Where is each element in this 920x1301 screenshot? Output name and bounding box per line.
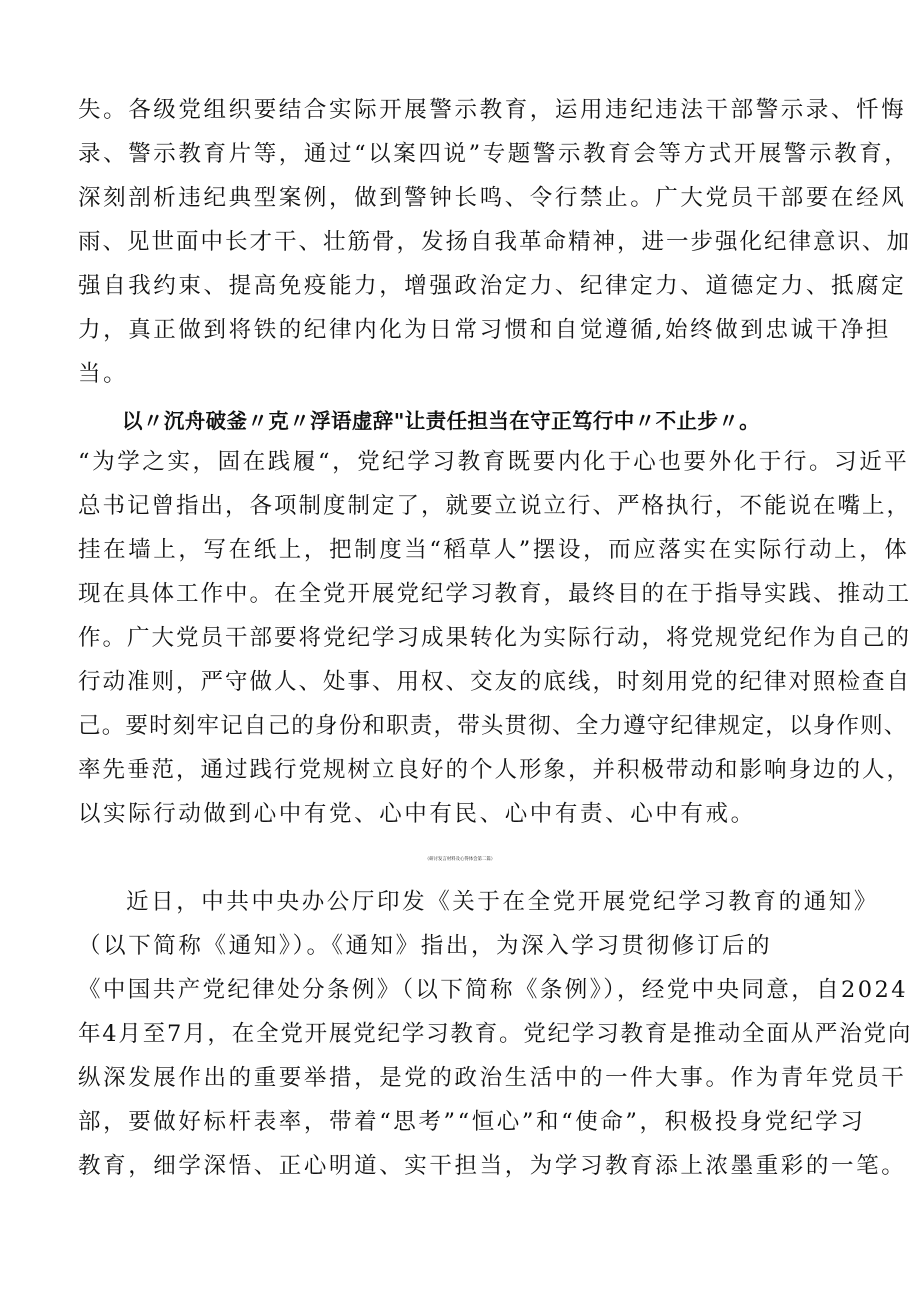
paragraph-line: 部，要做好标杆表率，带着“思考”“恒心”和“使命”，积极投身党纪学习 <box>78 1109 866 1135</box>
paragraph-line: 率先垂范，通过践行党规树立良好的个人形象，并积极带动和影响身边的人， <box>78 757 912 783</box>
paragraph-line: 当。 <box>78 361 129 387</box>
paragraph-line: 行动准则，严守做人、处事、用权、交友的底线，时刻用党的纪律对照检查自 <box>78 669 912 695</box>
paragraph-line: 雨、见世面中长才干、壮筋骨，发扬自我革命精神，进一步强化纪律意识、加 <box>78 229 912 255</box>
paragraph-line: 挂在墙上，写在纸上，把制度当“稻草人”摆设，而应落实在实际行动上，体 <box>78 537 910 563</box>
paragraph-line: 总书记曾指出，各项制度制定了，就要立说立行、严格执行，不能说在嘴上， <box>78 493 912 519</box>
paragraph-line: 力，真正做到将铁的纪律内化为日常习惯和自觉遵循,始终做到忠诚干净担 <box>78 317 891 343</box>
paragraph-line: “为学之实，固在践履“，党纪学习教育既要内化于心也要外化于行。习近平 <box>78 449 910 475</box>
paragraph-line: 作。广大党员干部要将党纪学习成果转化为实际行动，将党规党纪作为自己的 <box>78 625 912 651</box>
paragraph-line: 失。各级党组织要结合实际开展警示教育，运用违纪违法干部警示录、忏悔 <box>78 97 907 123</box>
paragraph-line: 年4月至7月，在全党开展党纪学习教育。党纪学习教育是推动全面从严治党向 <box>78 1021 913 1047</box>
paragraph-line: （以下简称《通知》）。《通知》指出，为深入学习贯彻修订后的 <box>78 933 773 959</box>
paragraph-line: 录、警示教育片等，通过“以案四说”专题警示教育会等方式开展警示教育， <box>78 141 910 167</box>
section-heading: 以〃沉舟破釜〃克〃浮语虚辞"让责任担当在守正笃行中〃不止步〃。 <box>122 409 761 433</box>
paragraph-line: 强自我约束、提高免疫能力，增强政治定力、纪律定力、道德定力、抵腐定 <box>78 273 907 299</box>
paragraph-line: 近日，中共中央办公厅印发《关于在全党开展党纪学习教育的通知》 <box>126 889 880 915</box>
paragraph-line: 《中国共产党纪律处分条例》（以下简称《条例》），经党中央同意，自2024 <box>78 977 908 1003</box>
paragraph-line: 教育，细学深悟、正心明道、实干担当，为学习教育添上浓墨重彩的一笔。 <box>78 1153 907 1179</box>
section-title: （研讨发言材料及心得体会第二篇） <box>424 857 496 862</box>
paragraph-line: 以实际行动做到心中有党、心中有民、心中有责、心中有戒。 <box>78 801 756 827</box>
paragraph-line: 现在具体工作中。在全党开展党纪学习教育，最终目的在于指导实践、推动工 <box>78 581 912 607</box>
paragraph-line: 纵深发展作出的重要举措，是党的政治生活中的一件大事。作为青年党员干 <box>78 1065 907 1091</box>
paragraph-line: 己。要时刻牢记自己的身份和职责，带头贯彻、全力遵守纪律规定，以身作则、 <box>78 713 908 739</box>
paragraph-line: 深刻剖析违纪典型案例，做到警钟长鸣、令行禁止。广大党员干部要在经风 <box>78 185 907 211</box>
